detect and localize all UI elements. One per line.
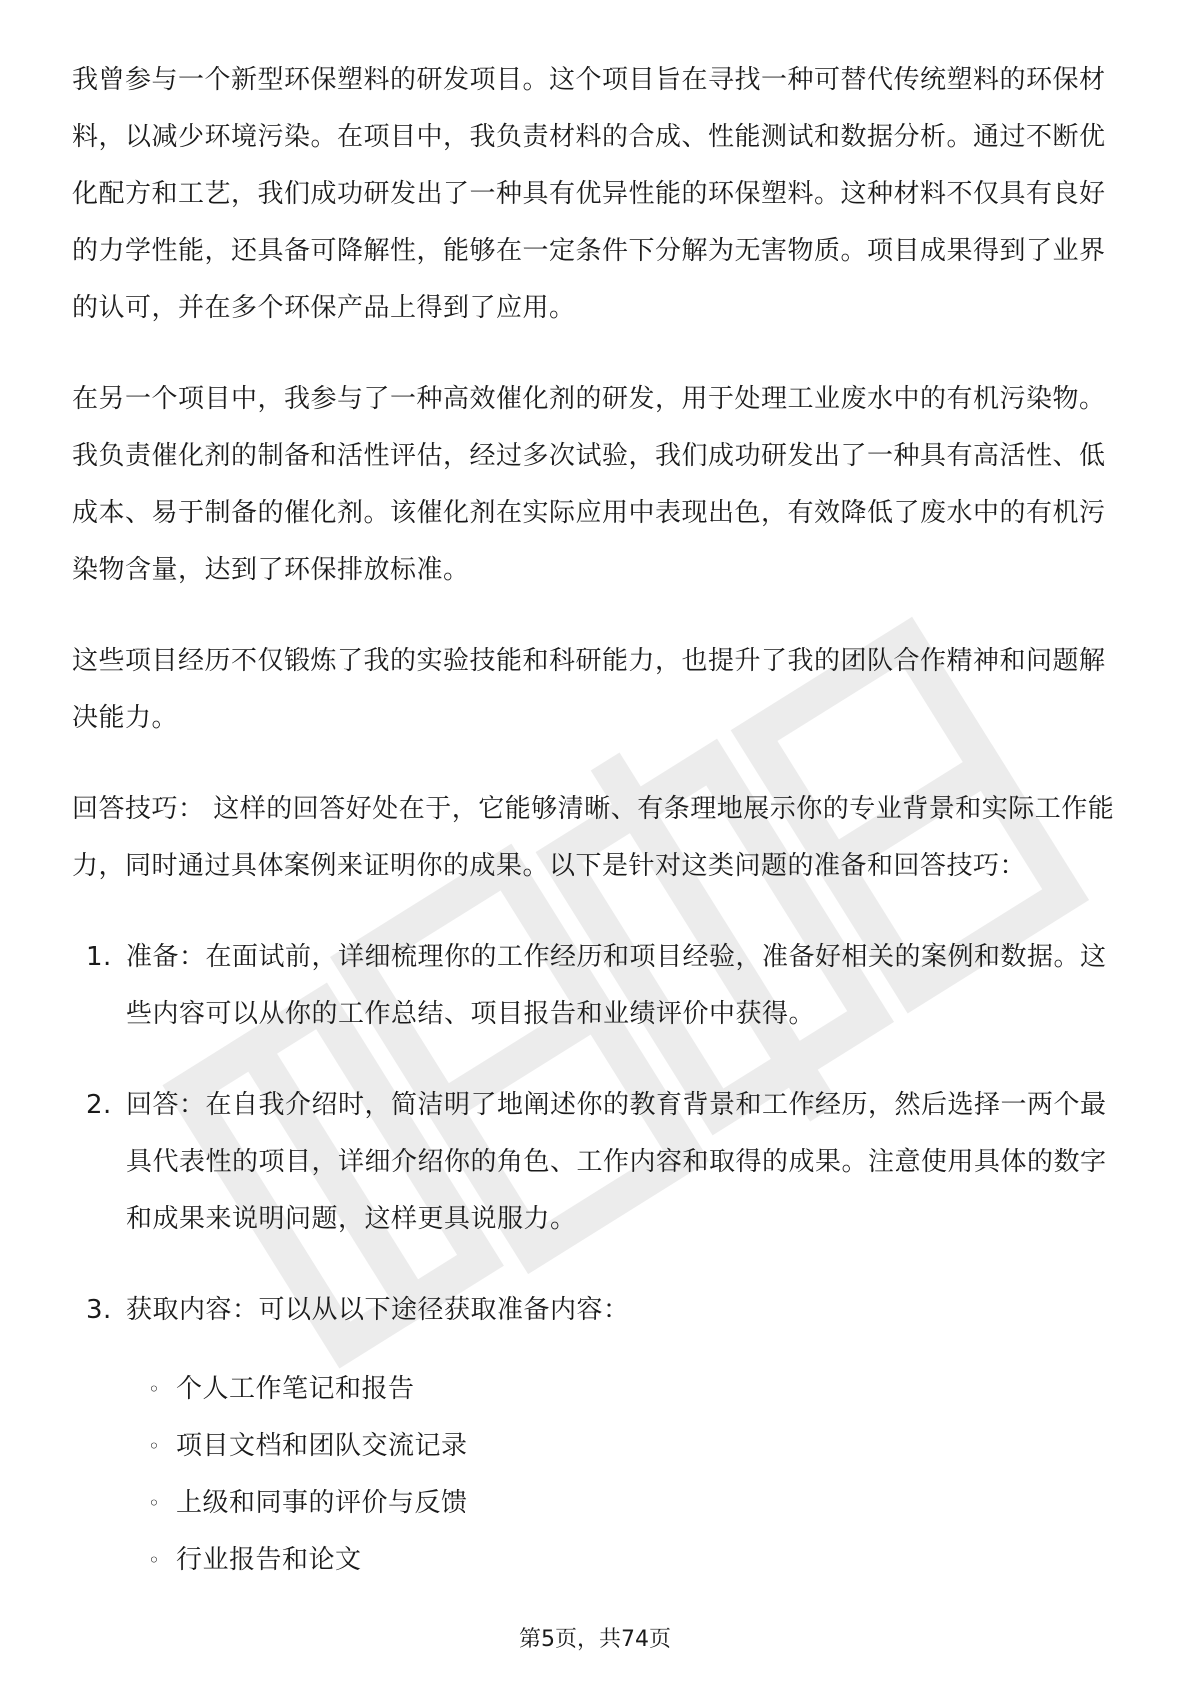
sources-list-item	[148, 1475, 1118, 1532]
page-number-footer: 第5页，共74页	[519, 1627, 671, 1652]
list-item-text: 获取内容：可以从以下途径获取准备内容：	[126, 1295, 630, 1325]
tips-list-item	[72, 1282, 1118, 1339]
tips-list-item	[72, 1077, 1118, 1248]
sources-item-text: 行业报告和论文	[176, 1545, 362, 1575]
list-number: 1.	[86, 942, 112, 972]
page-content	[72, 52, 1118, 1589]
tips-list	[72, 929, 1118, 1339]
bullet-icon: ◦	[148, 1434, 161, 1458]
sources-item-text: 个人工作笔记和报告	[176, 1374, 415, 1404]
bullet-icon: ◦	[148, 1491, 161, 1515]
paragraph-summary: 这些项目经历不仅锻炼了我的实验技能和科研能力，也提升了我的团队合作精神和问题解决能力。	[72, 646, 1106, 733]
sources-item-text: 上级和同事的评价与反馈	[176, 1488, 468, 1518]
paragraph-project-2: 在另一个项目中，我参与了一种高效催化剂的研发，用于处理工业废水中的有机污染物。我负责催化剂的制备和活性评估，经过多次试验，我们成功研发出了一种具有高活性、低成本、易于制备的催化剂。该催化剂在实际应用中表现出色，有效降低了废水中的有机污染物含量，达到了环保排放标准。	[72, 384, 1106, 585]
list-number: 2.	[86, 1090, 112, 1120]
sources-list-item	[148, 1361, 1118, 1418]
list-item-text: 回答：在自我介绍时，简洁明了地阐述你的教育背景和工作经历，然后选择一两个最具代表性的项目，详细介绍你的角色、工作内容和取得的成果。注意使用具体的数字和成果来说明问题，这样更具说服力。	[126, 1090, 1107, 1234]
list-item-text: 准备：在面试前，详细梳理你的工作经历和项目经验，准备好相关的案例和数据。这些内容可以从你的工作总结、项目报告和业绩评价中获得。	[126, 942, 1107, 1029]
sources-list-item	[148, 1532, 1118, 1589]
list-number: 3.	[86, 1295, 112, 1325]
sources-item-text: 项目文档和团队交流记录	[176, 1431, 468, 1461]
bullet-icon: ◦	[148, 1548, 161, 1572]
paragraph-project-1: 我曾参与一个新型环保塑料的研发项目。这个项目旨在寻找一种可替代传统塑料的环保材料，以减少环境污染。在项目中，我负责材料的合成、性能测试和数据分析。通过不断优化配方和工艺，我们成功研发出了一种具有优异性能的环保塑料。这种材料不仅具有良好的力学性能，还具备可降解性，能够在一定条件下分解为无害物质。项目成果得到了业界的认可，并在多个环保产品上得到了应用。	[72, 65, 1106, 323]
sources-list-item	[148, 1418, 1118, 1475]
paragraph-answer-tips: 回答技巧： 这样的回答好处在于，它能够清晰、有条理地展示你的专业背景和实际工作能力，同时通过具体案例来证明你的成果。以下是针对这类问题的准备和回答技巧：	[72, 794, 1115, 881]
tips-list-item	[72, 929, 1118, 1043]
sources-list	[72, 1361, 1118, 1589]
bullet-icon: ◦	[148, 1377, 161, 1401]
